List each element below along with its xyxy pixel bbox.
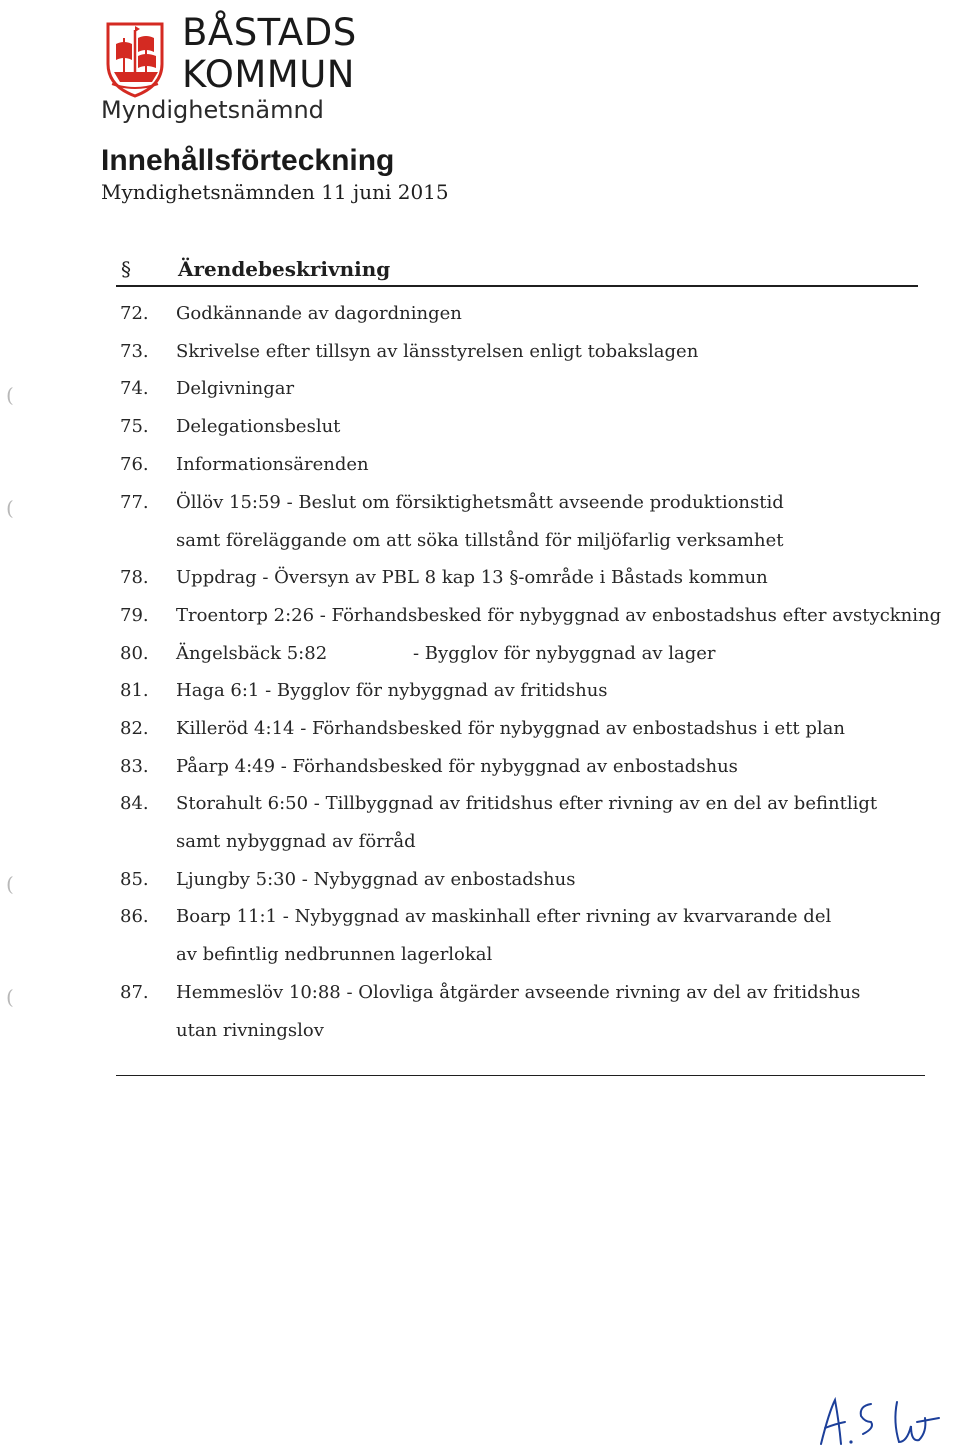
organization-name: Myndighetsnämnd bbox=[101, 96, 324, 124]
municipality-crest-logo bbox=[102, 16, 168, 98]
item-text: Påarp 4:49 - Förhandsbesked för nybyggnad av enbostadshus bbox=[176, 756, 738, 777]
item-text: Delegationsbeslut bbox=[176, 416, 341, 437]
item-number: 78. bbox=[120, 567, 149, 588]
item-text: Troentorp 2:26 - Förhandsbesked för nybyggnad av enbostadshus efter avstyckning bbox=[176, 605, 942, 626]
item-text-continuation: samt nybyggnad av förråd bbox=[176, 831, 416, 852]
item-number: 72. bbox=[120, 303, 149, 324]
item-text: Uppdrag - Översyn av PBL 8 kap 13 §-område i Båstads kommun bbox=[176, 567, 768, 588]
item-number: 74. bbox=[120, 378, 149, 399]
item-number: 87. bbox=[120, 982, 149, 1003]
column-header-section: § bbox=[121, 257, 131, 281]
brand-name-line-1: BÅSTADS bbox=[182, 11, 357, 54]
item-number: 75. bbox=[120, 416, 149, 437]
item-text: Hemmeslöv 10:88 - Olovliga åtgärder avseende rivning av del av fritidshus bbox=[176, 982, 861, 1003]
item-text: Haga 6:1 - Bygglov för nybyggnad av fritidshus bbox=[176, 680, 608, 701]
item-number: 81. bbox=[120, 680, 149, 701]
item-number: 76. bbox=[120, 454, 149, 475]
item-text: Öllöv 15:59 - Beslut om försiktighetsmått avseende produktionstid bbox=[176, 492, 784, 513]
item-number: 83. bbox=[120, 756, 149, 777]
item-text-description: - Bygglov för nybyggnad av lager bbox=[413, 643, 716, 664]
item-text: Ängelsbäck 5:82 bbox=[176, 643, 328, 664]
margin-mark: ( bbox=[6, 383, 14, 407]
item-number: 82. bbox=[120, 718, 149, 739]
margin-mark: ( bbox=[6, 872, 14, 896]
item-text: Ljungby 5:30 - Nybyggnad av enbostadshus bbox=[176, 869, 576, 890]
handwritten-initials-signature bbox=[815, 1392, 945, 1452]
column-header-description: Ärendebeskrivning bbox=[178, 257, 391, 281]
footer-rule bbox=[116, 1075, 925, 1076]
header-rule bbox=[116, 285, 918, 287]
item-number: 79. bbox=[120, 605, 149, 626]
item-number: 84. bbox=[120, 793, 149, 814]
document-title: Innehållsförteckning bbox=[101, 144, 395, 177]
item-number: 86. bbox=[120, 906, 149, 927]
item-number: 85. bbox=[120, 869, 149, 890]
item-text: Godkännande av dagordningen bbox=[176, 303, 462, 324]
brand-name-line-2: KOMMUN bbox=[182, 53, 355, 96]
item-number: 73. bbox=[120, 341, 149, 362]
item-text-continuation: samt föreläggande om att söka tillstånd för miljöfarlig verksamhet bbox=[176, 530, 784, 551]
item-text: Killeröd 4:14 - Förhandsbesked för nybyggnad av enbostadshus i ett plan bbox=[176, 718, 845, 739]
item-text: Informationsärenden bbox=[176, 454, 369, 475]
document-subtitle: Myndighetsnämnden 11 juni 2015 bbox=[101, 180, 449, 204]
item-number: 80. bbox=[120, 643, 149, 664]
item-text-continuation: av befintlig nedbrunnen lagerlokal bbox=[176, 944, 493, 965]
item-text: Skrivelse efter tillsyn av länsstyrelsen enligt tobakslagen bbox=[176, 341, 699, 362]
item-text: Storahult 6:50 - Tillbyggnad av fritidshus efter rivning av en del av befintligt bbox=[176, 793, 878, 814]
item-text: Boarp 11:1 - Nybyggnad av maskinhall efter rivning av kvarvarande del bbox=[176, 906, 832, 927]
margin-mark: ( bbox=[6, 985, 14, 1009]
item-text-continuation: utan rivningslov bbox=[176, 1020, 324, 1041]
item-number: 77. bbox=[120, 492, 149, 513]
item-text: Delgivningar bbox=[176, 378, 295, 399]
margin-mark: ( bbox=[6, 496, 14, 520]
